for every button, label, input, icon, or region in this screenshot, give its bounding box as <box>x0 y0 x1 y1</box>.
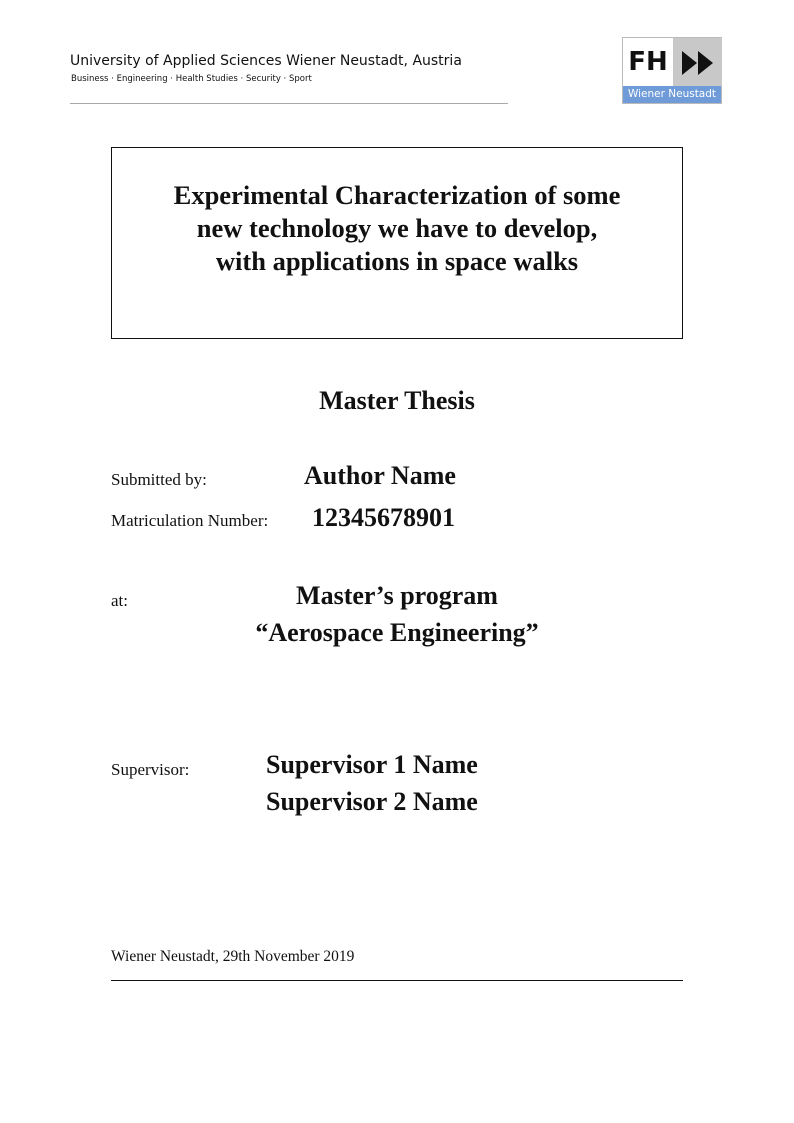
fh-logo <box>622 37 722 104</box>
program-line: Master’s program <box>296 581 498 610</box>
signature-line <box>111 980 683 981</box>
title-box <box>111 147 683 339</box>
title-line: new technology we have to develop, <box>196 212 598 243</box>
header-divider <box>70 103 508 104</box>
title-line: with applications in space walks <box>215 245 579 276</box>
submitted-by-label: Submitted by: <box>111 470 207 489</box>
logo-city: Wiener Neustadt <box>623 86 721 103</box>
supervisor-name: Supervisor 2 Name <box>266 787 478 816</box>
logo-mark: FH <box>623 38 673 87</box>
program-name: “Aerospace Engineering” <box>255 618 539 647</box>
title-line: Experimental Characterization of some <box>173 179 621 210</box>
fast-forward-icon <box>673 38 722 87</box>
program-label: at: <box>111 591 128 610</box>
matriculation-number: 12345678901 <box>312 503 455 532</box>
supervisor-label: Supervisor: <box>111 760 190 779</box>
thesis-type: Master Thesis <box>319 386 475 415</box>
author-name: Author Name <box>304 461 456 490</box>
thesis-title <box>117 179 677 278</box>
supervisor-name: Supervisor 1 Name <box>266 750 478 779</box>
departments: Business · Engineering · Health Studies · Security · Sport <box>71 74 312 84</box>
place-date: Wiener Neustadt, 29th November 2019 <box>111 948 355 965</box>
university-name: University of Applied Sciences Wiener Neustadt, Austria <box>70 53 462 69</box>
matriculation-label: Matriculation Number: <box>111 511 269 530</box>
